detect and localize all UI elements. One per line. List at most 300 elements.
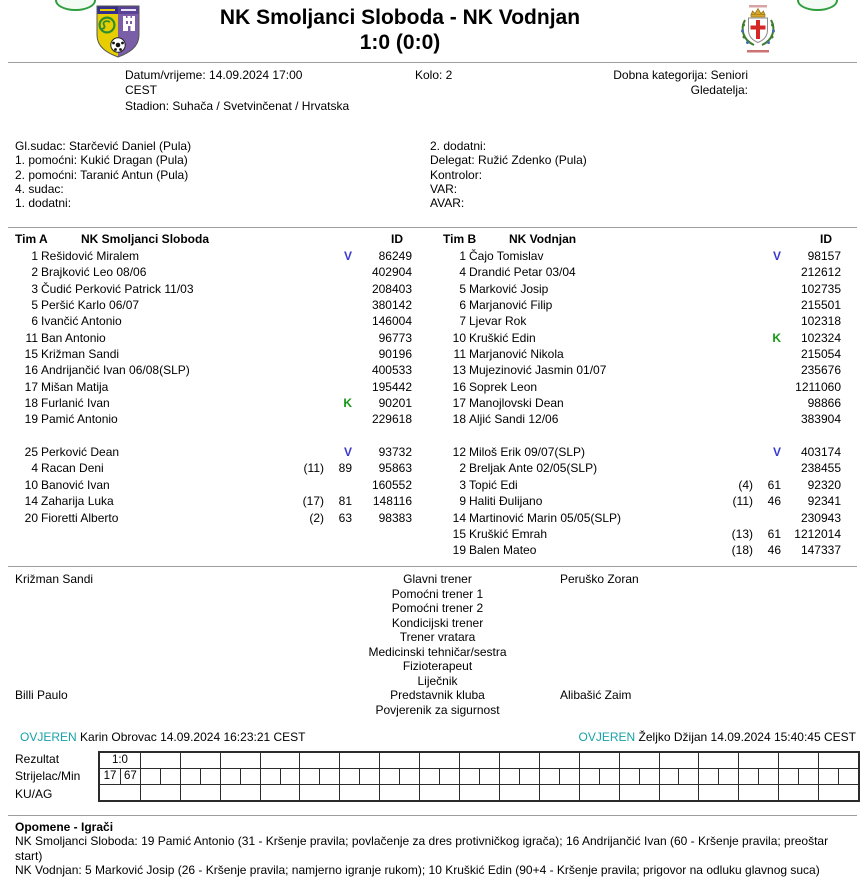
player-number: 9	[459, 494, 466, 509]
goalkeeper-badge: V	[772, 445, 781, 460]
substituted-player-number: (4)	[738, 477, 753, 492]
result-cell	[698, 753, 738, 768]
player-name: Ivančić Antonio	[41, 314, 122, 329]
player-id: 403174	[800, 445, 841, 460]
player-row	[443, 510, 841, 526]
result-cell	[758, 769, 778, 784]
player-number: 10	[452, 330, 466, 345]
staff-name-team-a	[15, 703, 320, 718]
result-cell	[459, 769, 479, 784]
result-cell	[499, 753, 539, 768]
player-number: 4	[459, 265, 466, 280]
player-marker	[284, 330, 352, 346]
team-b-rows	[443, 248, 841, 559]
staff-role: Liječnik	[417, 673, 458, 688]
player-id: 195442	[371, 379, 412, 394]
result-cell	[579, 769, 599, 784]
official-line: 1. pomoćni: Kukić Dragan (Pula)	[15, 153, 188, 168]
team-b-name: NK Vodnjan	[509, 232, 577, 246]
player-id: 230943	[800, 510, 841, 525]
result-cell	[838, 769, 858, 784]
staff-name-team-b	[555, 587, 853, 602]
player-marker	[713, 379, 781, 395]
datetime-label: Datum/vrijeme: 14.09.2024 17:00 CEST	[125, 68, 303, 98]
result-cell	[339, 785, 379, 800]
result-cell	[240, 769, 260, 784]
result-cell	[818, 785, 858, 800]
certified-status-left: OVJEREN	[20, 730, 77, 744]
result-table-labels	[15, 751, 80, 803]
team-a-rows	[15, 248, 412, 526]
staff-name-team-a: Billi Paulo	[15, 688, 68, 703]
player-number: 5	[459, 281, 466, 296]
player-number: 3	[459, 477, 466, 492]
staff-name-team-a	[15, 587, 320, 602]
round-label: Kolo: 2	[415, 68, 453, 82]
result-cell	[379, 753, 419, 768]
official-line: VAR:	[430, 181, 458, 196]
player-row	[443, 395, 841, 411]
staff-role: Pomoćni trener 2	[391, 601, 484, 616]
result-cell	[459, 753, 499, 768]
result-cell	[419, 785, 459, 800]
team-a-label: Tim A	[15, 232, 48, 246]
result-cell	[619, 785, 659, 800]
result-cell	[319, 769, 339, 784]
player-name: Manojlovski Dean	[469, 396, 564, 411]
player-number: 1	[31, 249, 38, 263]
player-number: 16	[24, 363, 38, 378]
result-cell	[220, 753, 260, 768]
divider-line	[8, 62, 857, 63]
player-row	[15, 460, 412, 476]
result-cell	[299, 753, 339, 768]
result-cell	[180, 753, 220, 768]
result-cell	[778, 753, 818, 768]
player-id: 215054	[800, 347, 841, 362]
scorer-min-label: Strijelac/Min	[15, 769, 81, 784]
certification-row	[20, 730, 856, 744]
result-table	[98, 751, 860, 802]
player-marker	[284, 346, 352, 362]
player-marker	[284, 297, 352, 313]
certified-status-right: OVJEREN	[578, 730, 636, 744]
goalkeeper-badge: V	[343, 445, 352, 460]
result-cell	[659, 785, 699, 800]
staff-role: Glavni trener	[403, 572, 472, 586]
officials-column-right	[430, 139, 810, 210]
player-number: 11	[453, 347, 466, 362]
staff-row	[15, 616, 853, 631]
player-number: 12	[452, 445, 466, 460]
player-number: 6	[459, 298, 466, 313]
player-marker	[713, 411, 781, 427]
player-marker	[713, 460, 781, 476]
result-cell: 67	[120, 769, 140, 784]
result-cell	[200, 769, 220, 784]
staff-row	[15, 703, 853, 718]
captain-badge: K	[772, 330, 781, 345]
staff-row	[15, 572, 853, 587]
officials-column-left	[15, 139, 395, 210]
result-cell	[399, 769, 419, 784]
staff-row	[15, 659, 853, 674]
player-id: 98866	[807, 396, 841, 411]
staff-name-team-b	[555, 703, 853, 718]
staff-row	[15, 587, 853, 602]
player-number: 18	[452, 412, 466, 427]
staff-role: Trener vratara	[399, 630, 476, 645]
player-row	[443, 477, 841, 493]
team-b-label: Tim B	[443, 232, 477, 246]
staff-name-team-a	[15, 645, 320, 660]
result-cell	[339, 769, 359, 784]
player-number: 3	[31, 281, 38, 296]
player-id: 102318	[800, 314, 841, 329]
match-score: 1:0 (0:0)	[359, 31, 441, 54]
goalkeeper-badge: V	[343, 249, 352, 263]
player-row	[15, 362, 412, 378]
player-number: 10	[24, 477, 38, 492]
player-row	[443, 248, 841, 264]
player-marker	[713, 362, 781, 378]
player-row	[15, 510, 412, 526]
result-cell	[339, 753, 379, 768]
player-marker	[284, 248, 352, 264]
player-id: 380142	[371, 298, 412, 313]
substituted-player-number: (11)	[303, 461, 324, 476]
player-number: 14	[452, 510, 466, 525]
player-row	[443, 313, 841, 329]
player-marker	[713, 313, 781, 329]
player-id: 208403	[371, 281, 412, 296]
player-marker	[284, 362, 352, 378]
age-category-label: Dobna kategorija: Seniori	[613, 68, 748, 82]
player-row	[15, 477, 412, 493]
player-row	[443, 493, 841, 509]
player-row	[443, 379, 841, 395]
staff-name-team-a	[15, 674, 320, 689]
result-cell	[439, 769, 459, 784]
decorative-green-arc-left	[55, 0, 96, 11]
player-name: Ban Antonio	[41, 330, 106, 345]
staff-name-team-b	[555, 659, 853, 674]
player-name: Racan Deni	[41, 461, 104, 476]
captain-badge: K	[343, 396, 352, 411]
ku-ag-row	[100, 784, 858, 800]
player-id: 98383	[378, 510, 412, 525]
scorer-minute-row	[100, 768, 858, 784]
player-marker	[713, 526, 781, 542]
player-id: 92320	[807, 477, 841, 492]
player-number: 5	[31, 298, 38, 313]
result-row	[100, 753, 858, 768]
staff-name-team-b: Peruško Zoran	[560, 572, 639, 586]
player-number: 1	[459, 249, 466, 263]
player-name: Banović Ivan	[41, 477, 110, 492]
player-name: Mišan Matija	[41, 379, 109, 394]
result-cell	[738, 785, 778, 800]
certified-signer-left: Karin Obrovac 14.09.2024 16:23:21 CEST	[80, 730, 306, 744]
player-name: Zaharija Luka	[41, 494, 114, 509]
match-info-left	[125, 68, 425, 114]
player-marker	[284, 477, 352, 493]
substitution-minute: 61	[767, 477, 781, 492]
result-cell	[698, 785, 738, 800]
roster-gap	[443, 428, 841, 444]
player-id: 212612	[800, 265, 841, 280]
cautions-section	[15, 820, 857, 878]
result-cell	[718, 769, 738, 784]
player-marker	[713, 330, 781, 346]
certification-left	[20, 730, 306, 744]
result-label: Rezultat	[15, 752, 60, 766]
player-name: Rešidović Miralem	[41, 249, 140, 263]
staff-name-team-a	[15, 630, 320, 645]
player-row	[15, 281, 412, 297]
result-cell	[260, 753, 300, 768]
team-b-header	[443, 231, 841, 248]
player-name: Perković Dean	[41, 445, 120, 460]
official-line: Kontrolor:	[430, 167, 483, 182]
result-cell	[818, 753, 858, 768]
result-cell	[379, 785, 419, 800]
stadium-label: Stadion: Suhača / Svetvinčenat / Hrvatska	[125, 98, 350, 113]
player-id: 383904	[800, 412, 841, 427]
player-name: Ljevar Rok	[469, 314, 527, 329]
match-title-teams: NK Smoljanci Sloboda - NK Vodnjan	[219, 6, 581, 29]
player-marker	[284, 395, 352, 411]
player-marker	[713, 281, 781, 297]
player-id: 92341	[807, 494, 841, 509]
official-line: 1. dodatni:	[15, 196, 72, 210]
player-marker	[713, 493, 781, 509]
player-name: Brajković Leo 08/06	[41, 265, 147, 280]
goalkeeper-badge: V	[772, 249, 781, 263]
result-cell	[639, 769, 659, 784]
staff-role: Predstavnik kluba	[390, 688, 485, 703]
player-id: 90201	[378, 396, 412, 411]
result-cell	[220, 769, 240, 784]
player-marker	[713, 264, 781, 280]
player-name: Kruškić Emrah	[469, 526, 548, 541]
team-a-header	[15, 231, 412, 248]
player-marker	[713, 542, 781, 558]
result-cell	[539, 785, 579, 800]
substitution-minute: 63	[338, 510, 352, 525]
player-name: Fioretti Alberto	[41, 510, 119, 525]
player-name: Balen Mateo	[469, 543, 537, 558]
result-cell	[479, 769, 499, 784]
player-number: 11	[25, 330, 38, 345]
player-row	[15, 444, 412, 460]
player-number: 17	[24, 379, 38, 394]
divider-line	[8, 227, 857, 228]
result-cell	[140, 785, 180, 800]
player-name: Furlanić Ivan	[41, 396, 110, 411]
player-number: 20	[24, 510, 38, 525]
staff-name-team-b	[555, 674, 853, 689]
player-row	[443, 330, 841, 346]
staff-name-team-a: Križman Sandi	[15, 572, 94, 586]
player-name: Andrijančić Ivan 06/08(SLP)	[41, 363, 190, 378]
player-id: 98157	[807, 249, 841, 263]
staff-name-team-a	[15, 659, 320, 674]
ku-ag-label: KU/AG	[15, 786, 53, 801]
result-cell	[778, 769, 798, 784]
player-name: Drandić Petar 03/04	[469, 265, 576, 280]
player-marker	[284, 444, 352, 460]
result-cell	[359, 769, 379, 784]
official-line: 2. pomoćni: Taranić Antun (Pula)	[15, 167, 189, 182]
result-cell	[659, 753, 699, 768]
result-cell	[539, 753, 579, 768]
player-id: 95863	[378, 461, 412, 476]
player-marker	[713, 477, 781, 493]
result-cell	[778, 785, 818, 800]
player-marker	[284, 264, 352, 280]
result-cell	[419, 753, 459, 768]
result-cell	[619, 753, 659, 768]
player-name: Mujezinović Jasmin 01/07	[469, 363, 607, 378]
result-cell	[499, 769, 519, 784]
player-number: 19	[452, 543, 466, 558]
player-id: 146004	[371, 314, 412, 329]
result-cell	[419, 769, 439, 784]
player-number: 2	[31, 265, 38, 280]
staff-row	[15, 674, 853, 689]
player-row	[15, 395, 412, 411]
result-cell	[180, 769, 200, 784]
player-number: 2	[459, 461, 466, 476]
player-id: 160552	[371, 477, 412, 492]
team-a-id-header: ID	[391, 232, 403, 246]
staff-row	[15, 630, 853, 645]
result-cell: 1:0	[111, 754, 128, 766]
team-a-name: NK Smoljanci Sloboda	[81, 232, 210, 246]
staff-role: Medicinski tehničar/sestra	[368, 644, 507, 659]
result-cell	[678, 769, 698, 784]
roster-gap	[15, 428, 412, 444]
player-id: 1211060	[795, 379, 841, 394]
team-a-roster	[15, 231, 412, 526]
player-id: 90196	[378, 347, 412, 362]
player-id: 102324	[800, 330, 841, 345]
player-number: 14	[24, 494, 38, 509]
player-id: 148116	[372, 494, 412, 509]
player-number: 25	[24, 445, 38, 460]
certification-right	[579, 730, 857, 744]
player-marker	[713, 248, 781, 264]
staff-name-team-a	[15, 616, 320, 631]
substitution-minute: 89	[338, 461, 352, 476]
result-cell	[280, 769, 300, 784]
result-cell	[299, 785, 339, 800]
staff-name-team-b	[555, 616, 853, 631]
result-cell	[140, 753, 180, 768]
player-row	[443, 526, 841, 542]
result-cell	[379, 769, 399, 784]
staff-name-team-a	[15, 601, 320, 616]
staff-section	[15, 572, 853, 717]
player-marker	[284, 313, 352, 329]
result-cell	[599, 769, 619, 784]
divider-line	[8, 566, 857, 567]
result-cell	[299, 769, 319, 784]
result-cell	[100, 785, 140, 800]
cautions-heading: Opomene - Igrači	[15, 820, 114, 834]
player-row	[443, 346, 841, 362]
staff-name-team-b	[555, 601, 853, 616]
player-row	[15, 346, 412, 362]
player-number: 15	[452, 526, 466, 541]
staff-row	[15, 688, 853, 703]
player-id: 102735	[800, 281, 841, 296]
result-cell	[140, 769, 160, 784]
player-name: Peršić Karlo 06/07	[41, 298, 140, 313]
player-name: Križman Sandi	[41, 347, 120, 362]
result-cell	[499, 785, 539, 800]
official-line: 4. sudac:	[15, 181, 64, 196]
staff-row	[15, 601, 853, 616]
match-info-right	[613, 68, 748, 99]
substitution-minute: 81	[338, 494, 352, 509]
player-marker	[713, 297, 781, 313]
player-row	[443, 297, 841, 313]
player-marker	[284, 281, 352, 297]
player-number: 6	[31, 314, 38, 329]
player-id: 86249	[378, 249, 412, 263]
staff-role: Pomoćni trener 1	[391, 586, 484, 601]
cautions-line-team-a: NK Smoljanci Sloboda: 19 Pamić Antonio (31 - Kršenje pravila; povlačenje za dres protivničkog igrača); 16 Andrijančić Ivan (60 - Kršenje pravila; preoštar start)	[15, 834, 829, 863]
player-number: 16	[452, 379, 466, 394]
player-row	[15, 248, 412, 264]
player-marker	[713, 395, 781, 411]
substituted-player-number: (2)	[309, 510, 324, 525]
player-name: Martinović Marin 05/05(SLP)	[469, 510, 622, 525]
player-name: Marjanović Filip	[469, 298, 553, 313]
away-club-crest-icon	[735, 3, 781, 60]
player-row	[443, 542, 841, 558]
player-marker	[713, 444, 781, 460]
official-line: Delegat: Ružić Zdenko (Pula)	[430, 153, 587, 168]
team-b-roster	[443, 231, 841, 559]
substitution-minute: 46	[767, 543, 781, 558]
player-name: Miloš Erik 09/07(SLP)	[469, 445, 586, 460]
player-name: Marković Josip	[469, 281, 549, 296]
player-marker	[284, 493, 352, 509]
result-cell	[698, 769, 718, 784]
divider-line	[8, 815, 857, 816]
result-cell	[798, 769, 818, 784]
team-b-id-header: ID	[820, 232, 832, 246]
player-id: 215501	[800, 298, 841, 313]
player-id: 93732	[378, 445, 412, 460]
player-id: 235676	[800, 363, 841, 378]
player-marker	[284, 379, 352, 395]
player-id: 238455	[800, 461, 841, 476]
result-cell	[180, 785, 220, 800]
player-number: 15	[24, 347, 38, 362]
staff-role: Povjerenik za sigurnost	[375, 702, 500, 717]
player-name: Aljić Sandi 12/06	[469, 412, 559, 427]
substituted-player-number: (18)	[731, 543, 753, 558]
player-number: 18	[24, 396, 38, 411]
result-cell	[659, 769, 679, 784]
result-cell	[539, 769, 559, 784]
cautions-line-team-b: NK Vodnjan: 5 Marković Josip (26 - Kršenje pravila; namjerno igranje rukom); 10 Kruškić Edin (90+4 - Kršenje pravila; prigovor na odluku glavnog suca)	[15, 863, 820, 878]
player-id: 96773	[378, 330, 412, 345]
